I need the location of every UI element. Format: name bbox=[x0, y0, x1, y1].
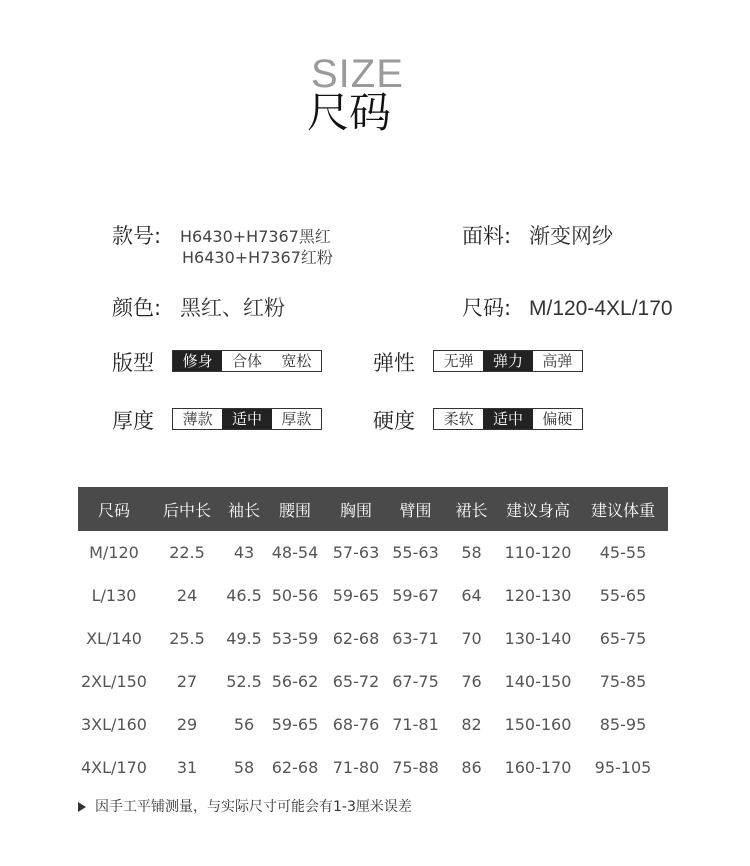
table-cell: 63-71 bbox=[392, 629, 439, 648]
col-header: 后中长 bbox=[150, 487, 224, 531]
col-header: 腰围 bbox=[264, 487, 326, 531]
table-cell: XL/140 bbox=[86, 629, 142, 648]
table-cell: 75-88 bbox=[392, 758, 439, 777]
hardness-label: 硬度 bbox=[373, 409, 415, 433]
hardness-option-hard: 偏硬 bbox=[542, 410, 573, 428]
table-cell: 2XL/150 bbox=[81, 672, 147, 691]
col-header: 胸围 bbox=[326, 487, 386, 531]
fit-option-regular: 合体 bbox=[231, 352, 262, 370]
table-cell: 59-65 bbox=[271, 715, 319, 734]
table-cell: 64 bbox=[461, 586, 482, 605]
table-header-row bbox=[78, 487, 668, 531]
col-header: 裙长 bbox=[445, 487, 498, 531]
table-cell: 65-75 bbox=[599, 629, 647, 648]
fit-option-slim: 修身 bbox=[173, 351, 222, 371]
table-cell: 76 bbox=[461, 672, 482, 691]
table-cell: 65-72 bbox=[332, 672, 380, 691]
col-header: 臂围 bbox=[386, 487, 445, 531]
fabric-value: 渐变网纱 bbox=[529, 224, 613, 248]
col-header: 尺码 bbox=[78, 487, 150, 531]
style-no-value-2: H6430+H7367红粉 bbox=[182, 248, 333, 267]
table-cell: 25.5 bbox=[169, 629, 205, 648]
elasticity-selector bbox=[433, 350, 583, 372]
table-cell: 55-65 bbox=[599, 586, 647, 605]
elasticity-label: 弹性 bbox=[373, 351, 415, 375]
elasticity-option-high: 高弹 bbox=[542, 352, 573, 370]
thickness-option-medium: 适中 bbox=[222, 409, 271, 429]
measurement-note bbox=[78, 800, 412, 814]
table-cell: 50-56 bbox=[271, 586, 319, 605]
table-cell: 55-63 bbox=[392, 543, 439, 562]
table-cell: 95-105 bbox=[594, 758, 652, 777]
table-cell: 53-59 bbox=[271, 629, 319, 648]
table-cell: 29 bbox=[176, 715, 198, 734]
thickness-option-thick: 厚款 bbox=[281, 410, 312, 428]
table-cell: 24 bbox=[176, 586, 198, 605]
fit-label: 版型 bbox=[112, 351, 154, 375]
fit-option-loose: 宽松 bbox=[281, 352, 312, 370]
table-cell: 71-81 bbox=[392, 715, 439, 734]
table-row bbox=[78, 531, 668, 574]
table-cell: 160-170 bbox=[504, 758, 572, 777]
color-value: 黑红、红粉 bbox=[180, 296, 285, 320]
table-cell: 31 bbox=[176, 758, 198, 777]
hardness-selector bbox=[433, 408, 583, 430]
table-cell: 45-55 bbox=[599, 543, 647, 562]
table-cell: 56 bbox=[233, 715, 255, 734]
table-cell: 4XL/170 bbox=[81, 758, 147, 777]
color-label: 颜色: bbox=[112, 296, 162, 320]
table-cell: 86 bbox=[461, 758, 482, 777]
table-cell: 43 bbox=[233, 543, 255, 562]
style-no-label: 款号: bbox=[112, 224, 162, 248]
table-cell: 85-95 bbox=[599, 715, 647, 734]
fit-selector bbox=[172, 350, 322, 372]
table-cell: 46.5 bbox=[226, 586, 262, 605]
thickness-option-thin: 薄款 bbox=[182, 410, 213, 428]
size-title-en: SIZE bbox=[311, 52, 404, 96]
table-row bbox=[78, 703, 668, 746]
table-cell: L/130 bbox=[91, 586, 137, 605]
table-cell: 120-130 bbox=[504, 586, 572, 605]
table-cell: 49.5 bbox=[226, 629, 262, 648]
measurement-note-text: 因手工平铺测量，与实际尺寸可能会有1-3厘米误差 bbox=[95, 799, 412, 815]
table-cell: 58 bbox=[461, 543, 482, 562]
table-cell: 52.5 bbox=[226, 672, 262, 691]
hardness-option-soft: 柔软 bbox=[443, 410, 474, 428]
table-cell: 59-67 bbox=[392, 586, 439, 605]
table-cell: 68-76 bbox=[332, 715, 380, 734]
table-cell: 27 bbox=[176, 672, 198, 691]
table-cell: 48-54 bbox=[271, 543, 319, 562]
hardness-option-medium: 适中 bbox=[483, 409, 532, 429]
table-cell: 22.5 bbox=[169, 543, 205, 562]
table-cell: 110-120 bbox=[504, 543, 572, 562]
table-cell: 58 bbox=[233, 758, 255, 777]
col-header: 袖长 bbox=[224, 487, 264, 531]
col-header: 建议身高 bbox=[498, 487, 578, 531]
table-cell: 140-150 bbox=[504, 672, 572, 691]
size-table bbox=[78, 487, 668, 789]
size-title-cn: 尺码 bbox=[307, 88, 392, 137]
table-cell: 62-68 bbox=[271, 758, 319, 777]
thickness-label: 厚度 bbox=[112, 409, 154, 433]
table-cell: 56-62 bbox=[271, 672, 319, 691]
table-cell: 82 bbox=[461, 715, 482, 734]
table-cell: 70 bbox=[461, 629, 482, 648]
table-row bbox=[78, 617, 668, 660]
table-cell: 3XL/160 bbox=[81, 715, 147, 734]
table-cell: 59-65 bbox=[332, 586, 380, 605]
elasticity-option-none: 无弹 bbox=[443, 352, 474, 370]
thickness-selector bbox=[172, 408, 322, 430]
col-header: 建议体重 bbox=[578, 487, 668, 531]
table-cell: 130-140 bbox=[504, 629, 572, 648]
table-cell: 62-68 bbox=[332, 629, 380, 648]
table-cell: M/120 bbox=[89, 543, 139, 562]
style-no-value-1: H6430+H7367黑红 bbox=[180, 227, 331, 246]
table-cell: 150-160 bbox=[504, 715, 572, 734]
table-cell: 75-85 bbox=[599, 672, 647, 691]
table-cell: 67-75 bbox=[392, 672, 439, 691]
table-cell: 57-63 bbox=[332, 543, 380, 562]
elasticity-option-stretch: 弹力 bbox=[483, 351, 532, 371]
table-row bbox=[78, 574, 668, 617]
size-label: 尺码: bbox=[462, 296, 512, 320]
size-range-value: M/120-4XL/170 bbox=[529, 297, 673, 320]
triangle-bullet-icon bbox=[78, 802, 86, 812]
size-table-body bbox=[78, 531, 668, 789]
table-cell: 71-80 bbox=[332, 758, 380, 777]
table-row bbox=[78, 660, 668, 703]
table-row bbox=[78, 746, 668, 789]
fabric-label: 面料: bbox=[462, 224, 512, 248]
